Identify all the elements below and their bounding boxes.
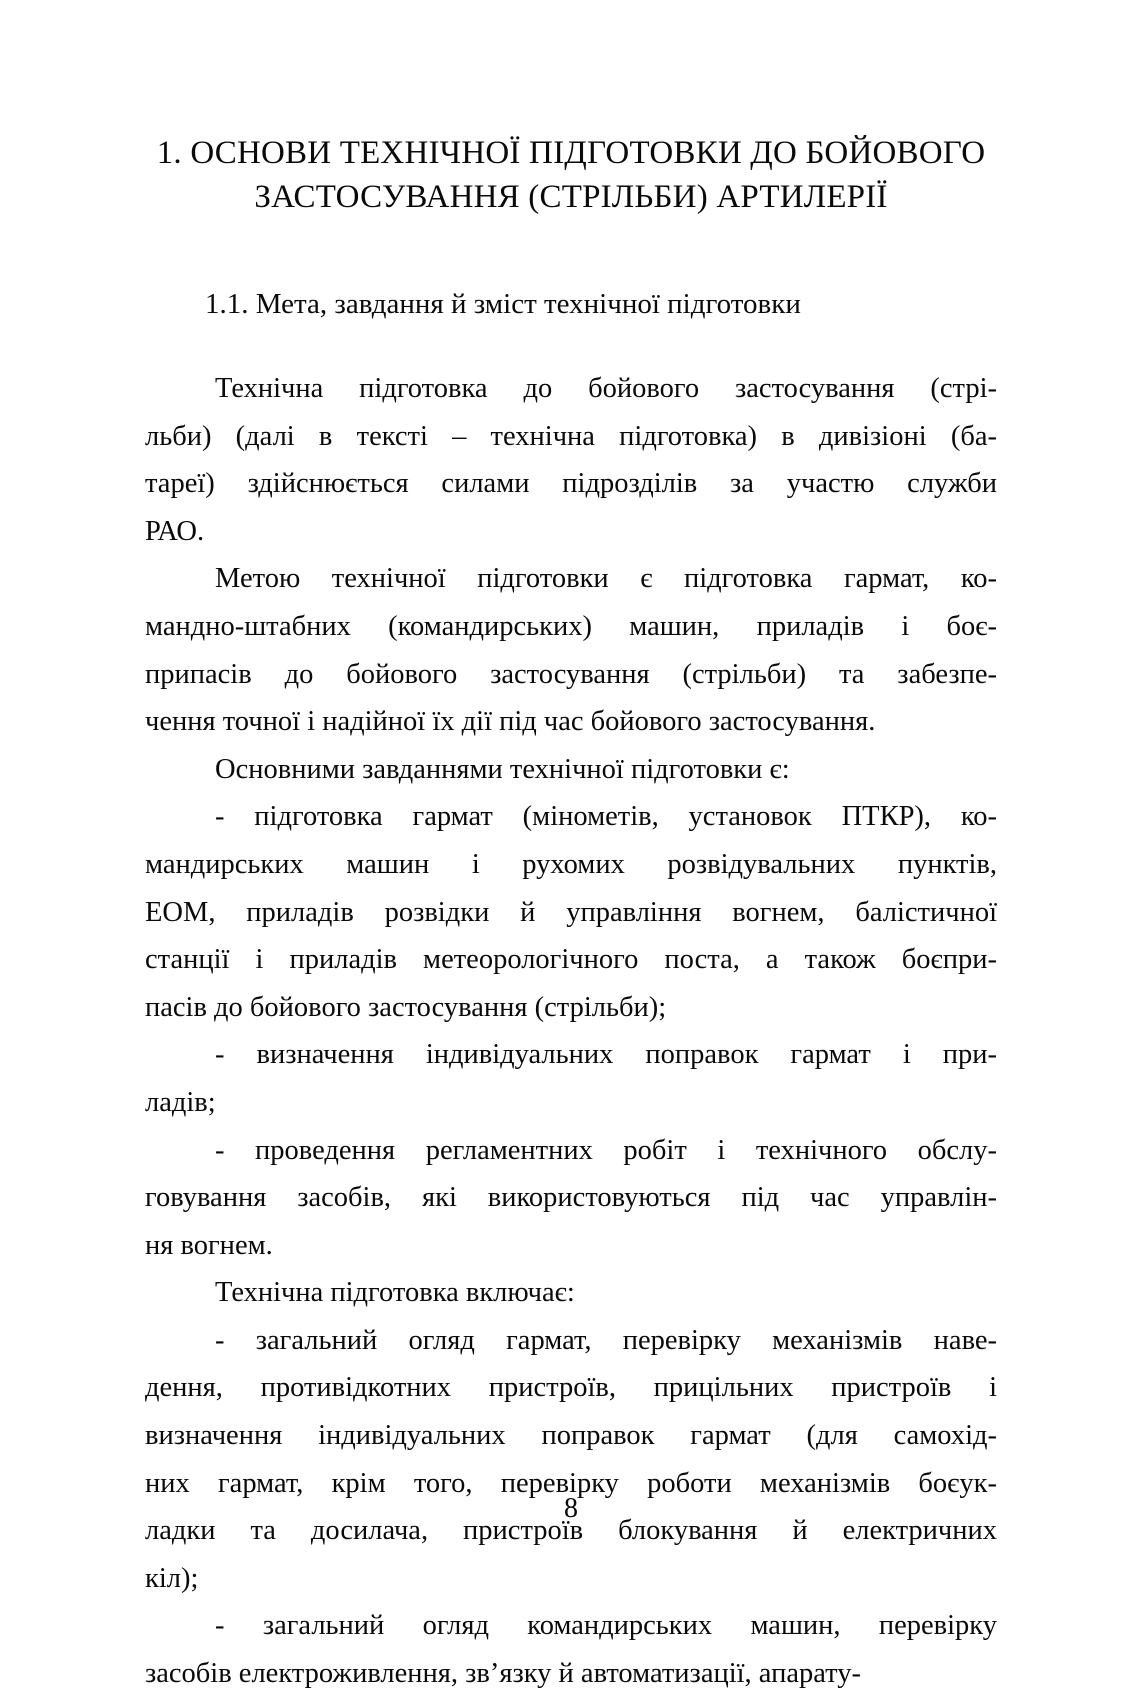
text-line: чення точної і надійної їх дії під час бойового застосування. [145,706,876,738]
body-bullet [145,1127,997,1270]
body-paragraph [145,1269,997,1317]
chapter-title [145,131,997,219]
text-line: Технічна підготовка включає: [215,1277,575,1309]
text-line: припасів до бойового застосування (стрільби) та забезпе- [145,658,997,690]
text-line: - визначення індивідуальних поправок гармат і при- [215,1039,997,1071]
body-paragraph [145,365,997,555]
body-bullet [145,1602,997,1697]
body-bullet [145,1031,997,1126]
body-paragraph [145,555,997,745]
body-paragraph [145,746,997,794]
body-bullet [145,1317,997,1603]
text-line: ладів; [145,1086,216,1118]
body-bullet [145,793,997,1031]
text-line: ня вогнем. [145,1229,273,1261]
chapter-title-line-1: 1. ОСНОВИ ТЕХНІЧНОЇ ПІДГОТОВКИ ДО БОЙОВОГО [156,135,986,171]
text-line: Основними завданнями технічної підготовки є: [215,753,790,785]
text-line: ЕОМ, приладів розвідки й управління вогнем, балістичної [145,896,997,928]
text-line: дення, противідкотних пристроїв, прицільних пристроїв і [145,1372,997,1404]
text-line: мандно-штабних (командирських) машин, приладів і боє- [145,610,997,642]
text-line: Метою технічної підготовки є підготовка гармат, ко- [215,563,997,595]
chapter-title-line-2: ЗАСТОСУВАННЯ (СТРІЛЬБИ) АРТИЛЕРІЇ [254,179,888,215]
text-line: визначення індивідуальних поправок гармат (для самохід- [145,1420,997,1452]
text-line: станції і приладів метеорологічного поста, а також боєпри- [145,944,997,976]
text-line: - загальний огляд командирських машин, перевірку [215,1610,997,1642]
text-line: засобів електроживлення, зв’язку й автоматизації, апарату- [145,1658,861,1690]
text-line: пасів до бойового застосування (стрільби); [145,991,667,1023]
page-number: 8 [564,1493,578,1524]
text-line: них гармат, крім того, перевірку роботи механізмів боєук- [145,1467,997,1499]
text-line: Технічна підготовка до бойового застосування (стрі- [215,373,997,404]
text-line: РАО. [145,515,205,547]
text-line: ладки та досилача, пристроїв блокування й електричних [145,1515,997,1547]
text-line: льби) (далі в тексті – технічна підготовка) в дивізіоні (ба- [145,420,997,452]
text-line: - загальний огляд гармат, перевірку механізмів наве- [215,1324,997,1356]
text-line: тареї) здійснюється силами підрозділів за участю служби [145,468,997,500]
section-heading: 1.1. Мета, завдання й зміст технічної підготовки [205,288,801,320]
text-line: мандирських машин і рухомих розвідувальних пунктів, [145,848,997,880]
text-line: - проведення регламентних робіт і технічного обслу- [215,1134,997,1166]
text-line: - підготовка гармат (мінометів, установок ПТКР), ко- [215,801,997,833]
text-line: говування засобів, які використовуються під час управлін- [145,1182,997,1214]
text-line: кіл); [145,1562,199,1594]
